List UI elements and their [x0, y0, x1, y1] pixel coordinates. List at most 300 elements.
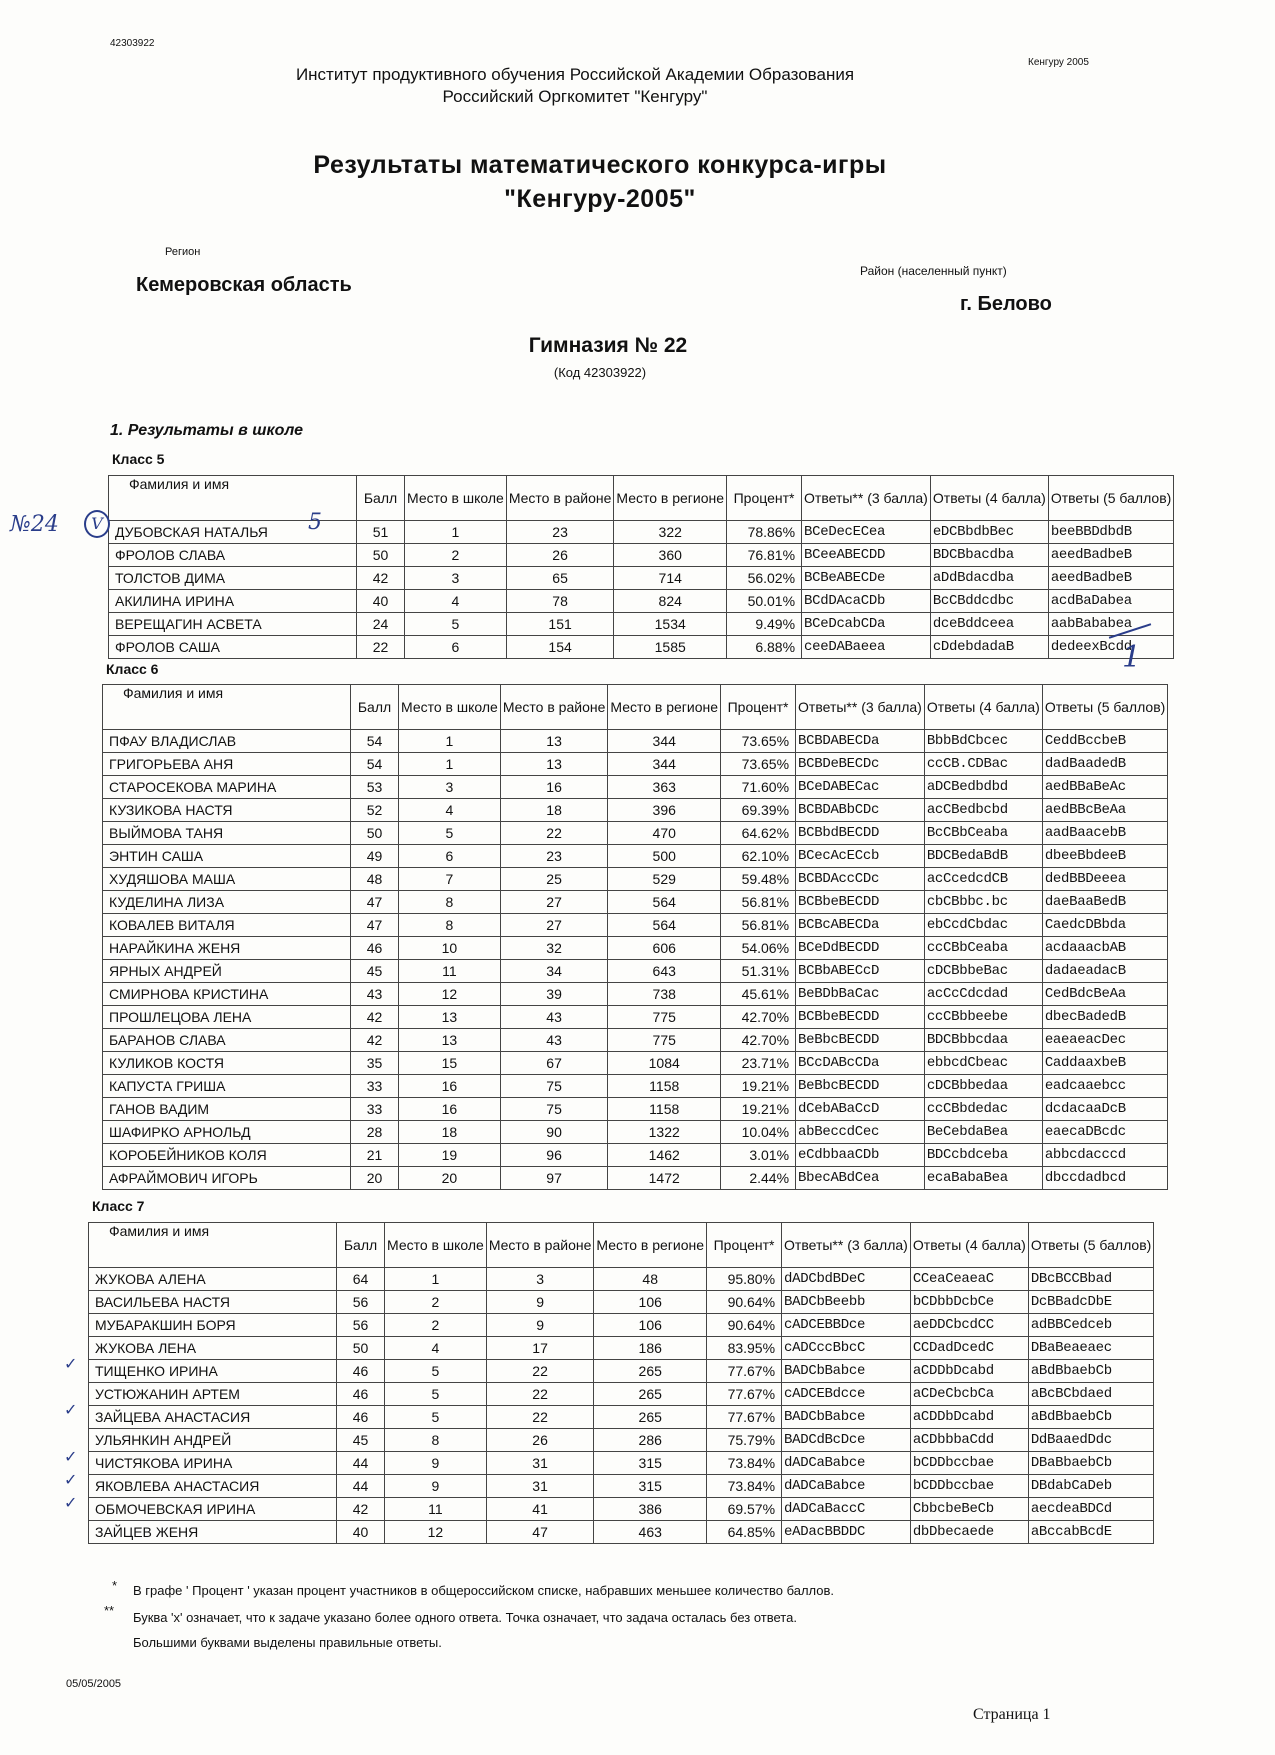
cell-ans4: bCDbbDcbCe [910, 1291, 1028, 1314]
cell-ans3: BeBbcBECDD [796, 1075, 925, 1098]
cell-ans4: acCBedbcbd [924, 799, 1042, 822]
cell-score: 21 [351, 1144, 399, 1167]
cell-percent: 56.81% [721, 914, 796, 937]
table-row [109, 613, 1174, 636]
cell-ans3: cADCccBbcC [782, 1337, 911, 1360]
cell-percent: 51.31% [721, 960, 796, 983]
cell-place-region: 1084 [608, 1052, 721, 1075]
cell-ans5: aadBaacebB [1042, 822, 1167, 845]
cell-score: 28 [351, 1121, 399, 1144]
cell-name: ЧИСТЯКОВА ИРИНА [89, 1452, 337, 1475]
column-header: Место в регионе [594, 1223, 707, 1268]
cell-ans4: aCDbbbaCdd [910, 1429, 1028, 1452]
region-label: Регион [165, 246, 201, 258]
cell-score: 33 [351, 1075, 399, 1098]
cell-ans3: dADCaBaccC [782, 1498, 911, 1521]
cell-score: 43 [351, 983, 399, 1006]
table-row [89, 1406, 1154, 1429]
column-header: Ответы** (3 балла) [802, 476, 931, 521]
cell-name: ХУДЯШОВА МАША [103, 868, 351, 891]
class-label: Класс 5 [112, 451, 165, 467]
handwritten-circle-mark: V [84, 510, 110, 538]
table-row [103, 937, 1168, 960]
cell-ans4: BcCBddcdbc [930, 590, 1048, 613]
cell-ans4: ccCBbCeaba [924, 937, 1042, 960]
table-row [89, 1360, 1154, 1383]
cell-place-school: 2 [405, 544, 507, 567]
cell-percent: 90.64% [707, 1291, 782, 1314]
cell-ans5: CaddaaxbeB [1042, 1052, 1167, 1075]
cell-percent: 3.01% [721, 1144, 796, 1167]
cell-place-region: 315 [594, 1475, 707, 1498]
cell-place-school: 13 [399, 1029, 501, 1052]
column-header: Процент* [727, 476, 802, 521]
cell-percent: 78.86% [727, 521, 802, 544]
cell-ans4: BDCBbbcdaa [924, 1029, 1042, 1052]
cell-percent: 77.67% [707, 1383, 782, 1406]
cell-name: ЗАЙЦЕВ ЖЕНЯ [89, 1521, 337, 1544]
page-number: Страница 1 [973, 1706, 1051, 1723]
table-row [103, 1144, 1168, 1167]
cell-place-district: 13 [500, 730, 608, 753]
cell-place-school: 8 [399, 891, 501, 914]
cell-ans4: ccCBbdedac [924, 1098, 1042, 1121]
institute-line-2: Российский Оргкомитет "Кенгуру" [442, 87, 708, 106]
cell-place-school: 2 [385, 1314, 487, 1337]
cell-place-school: 11 [399, 960, 501, 983]
table-row [103, 1075, 1168, 1098]
cell-percent: 45.61% [721, 983, 796, 1006]
cell-score: 40 [357, 590, 405, 613]
column-header: Место в районе [500, 685, 608, 730]
cell-place-district: 23 [500, 845, 608, 868]
table-row [103, 845, 1168, 868]
cell-ans5: eaecaDBcdc [1042, 1121, 1167, 1144]
cell-place-school: 7 [399, 868, 501, 891]
cell-place-school: 10 [399, 937, 501, 960]
cell-place-district: 75 [500, 1075, 608, 1098]
cell-place-region: 48 [594, 1268, 707, 1291]
cell-name: КОВАЛЕВ ВИТАЛЯ [103, 914, 351, 937]
table-row [109, 590, 1174, 613]
cell-ans3: BCeDABECac [796, 776, 925, 799]
cell-place-region: 463 [594, 1521, 707, 1544]
table-row [89, 1314, 1154, 1337]
cell-ans3: BCBDAccCDc [796, 868, 925, 891]
cell-ans4: acCcCdcdad [924, 983, 1042, 1006]
cell-place-school: 6 [405, 636, 507, 659]
handwritten-score-mark: 5 [308, 510, 322, 535]
cell-place-region: 738 [608, 983, 721, 1006]
table-row [103, 1052, 1168, 1075]
cell-ans4: BDCBbacdba [930, 544, 1048, 567]
cell-percent: 62.10% [721, 845, 796, 868]
cell-name: ГАНОВ ВАДИМ [103, 1098, 351, 1121]
cell-place-region: 775 [608, 1006, 721, 1029]
cell-score: 46 [337, 1383, 385, 1406]
cell-ans4: cDdebdadaB [930, 636, 1048, 659]
cell-place-school: 5 [385, 1360, 487, 1383]
cell-percent: 42.70% [721, 1006, 796, 1029]
cell-name: ЗАЙЦЕВА АНАСТАСИЯ [89, 1406, 337, 1429]
cell-ans3: BCBeABECDe [802, 567, 931, 590]
cell-ans4: dceBddceea [930, 613, 1048, 636]
column-header: Процент* [707, 1223, 782, 1268]
table-row [89, 1383, 1154, 1406]
table-row [103, 799, 1168, 822]
cell-ans3: eCdbbaaCDb [796, 1144, 925, 1167]
cell-score: 42 [357, 567, 405, 590]
cell-place-district: 27 [500, 914, 608, 937]
column-header: Ответы (4 балла) [930, 476, 1048, 521]
cell-percent: 56.02% [727, 567, 802, 590]
cell-ans5: DBcBCCBbad [1028, 1268, 1153, 1291]
cell-name: КАПУСТА ГРИША [103, 1075, 351, 1098]
cell-ans5: aBccabBcdE [1028, 1521, 1153, 1544]
cell-place-school: 2 [385, 1291, 487, 1314]
cell-place-district: 43 [500, 1006, 608, 1029]
cell-ans3: BCeDdBECDD [796, 937, 925, 960]
cell-place-school: 4 [385, 1337, 487, 1360]
column-header: Фамилия и имя [103, 685, 351, 730]
cell-ans5: aeedBadbeB [1048, 544, 1173, 567]
cell-ans5: adBBCedceb [1028, 1314, 1153, 1337]
table-row [89, 1291, 1154, 1314]
cell-percent: 59.48% [721, 868, 796, 891]
table-row [109, 636, 1174, 659]
cell-name: ДУБОВСКАЯ НАТАЛЬЯ [109, 521, 357, 544]
column-header: Ответы (5 баллов) [1048, 476, 1173, 521]
check-mark-icon: ✓ [64, 1472, 78, 1489]
cell-place-district: 67 [500, 1052, 608, 1075]
table-row [103, 822, 1168, 845]
table-header-row [109, 476, 1174, 521]
cell-ans5: dedeexBcdd [1048, 636, 1173, 659]
check-mark-icon: ✓ [64, 1495, 78, 1512]
cell-ans4: aCDDbDcabd [910, 1406, 1028, 1429]
cell-score: 53 [351, 776, 399, 799]
cell-place-district: 31 [486, 1475, 594, 1498]
table-row [103, 914, 1168, 937]
cell-ans4: CCDadDcedC [910, 1337, 1028, 1360]
cell-percent: 54.06% [721, 937, 796, 960]
cell-ans3: BADCdBcDce [782, 1429, 911, 1452]
cell-percent: 73.65% [721, 753, 796, 776]
cell-name: ЯКОВЛЕВА АНАСТАСИЯ [89, 1475, 337, 1498]
cell-percent: 19.21% [721, 1098, 796, 1121]
cell-ans3: BCBbABECcD [796, 960, 925, 983]
cell-name: ВЫЙМОВА ТАНЯ [103, 822, 351, 845]
column-header: Место в регионе [614, 476, 727, 521]
cell-place-district: 16 [500, 776, 608, 799]
cell-place-region: 315 [594, 1452, 707, 1475]
cell-place-school: 5 [385, 1406, 487, 1429]
cell-place-district: 18 [500, 799, 608, 822]
cell-ans5: DBaBbaebCb [1028, 1452, 1153, 1475]
cell-name: НАРАЙКИНА ЖЕНЯ [103, 937, 351, 960]
cell-place-school: 16 [399, 1098, 501, 1121]
table-row [89, 1268, 1154, 1291]
cell-name: УЛЬЯНКИН АНДРЕЙ [89, 1429, 337, 1452]
cell-place-region: 265 [594, 1360, 707, 1383]
cell-ans3: BCBbdBECDD [796, 822, 925, 845]
cell-score: 50 [337, 1337, 385, 1360]
cell-ans4: acCcedcdCB [924, 868, 1042, 891]
cell-name: ПФАУ ВЛАДИСЛАВ [103, 730, 351, 753]
table-row [103, 1029, 1168, 1052]
cell-ans3: BCBDABbCDc [796, 799, 925, 822]
cell-place-region: 606 [608, 937, 721, 960]
handwritten-right-mark: 1 [1122, 640, 1142, 675]
cell-ans5: DdBaaedDdc [1028, 1429, 1153, 1452]
cell-name: ТИЩЕНКО ИРИНА [89, 1360, 337, 1383]
cell-place-school: 9 [385, 1475, 487, 1498]
cell-place-region: 286 [594, 1429, 707, 1452]
cell-ans4: aCDeCbcbCa [910, 1383, 1028, 1406]
cell-place-district: 9 [486, 1291, 594, 1314]
cell-place-region: 1462 [608, 1144, 721, 1167]
cell-place-district: 22 [486, 1406, 594, 1429]
table-row [89, 1498, 1154, 1521]
cell-ans3: abBeccdCec [796, 1121, 925, 1144]
cell-score: 50 [357, 544, 405, 567]
table-row [103, 1098, 1168, 1121]
title-line-2: "Кенгуру-2005" [504, 185, 696, 213]
cell-place-region: 396 [608, 799, 721, 822]
cell-name: КУЗИКОВА НАСТЯ [103, 799, 351, 822]
cell-place-region: 1158 [608, 1075, 721, 1098]
cell-name: АКИЛИНА ИРИНА [109, 590, 357, 613]
cell-percent: 23.71% [721, 1052, 796, 1075]
cell-place-region: 529 [608, 868, 721, 891]
cell-percent: 73.84% [707, 1452, 782, 1475]
column-header: Место в школе [405, 476, 507, 521]
cell-place-district: 27 [500, 891, 608, 914]
cell-place-school: 6 [399, 845, 501, 868]
cell-ans4: cDCBbbeBac [924, 960, 1042, 983]
cell-ans5: aecdeaBDCd [1028, 1498, 1153, 1521]
cell-ans4: BDCBedaBdB [924, 845, 1042, 868]
cell-place-district: 97 [500, 1167, 608, 1190]
cell-place-region: 470 [608, 822, 721, 845]
cell-percent: 77.67% [707, 1360, 782, 1383]
cell-place-district: 154 [506, 636, 614, 659]
contest-year-tag: Кенгуру 2005 [1028, 57, 1089, 68]
cell-name: ШАФИРКО АРНОЛЬД [103, 1121, 351, 1144]
cell-place-region: 564 [608, 891, 721, 914]
cell-percent: 6.88% [727, 636, 802, 659]
cell-score: 35 [351, 1052, 399, 1075]
cell-ans4: BeCebdaBea [924, 1121, 1042, 1144]
table-row [103, 1167, 1168, 1190]
cell-place-district: 32 [500, 937, 608, 960]
cell-ans4: ccCB.CDBac [924, 753, 1042, 776]
class-label: Класс 7 [92, 1198, 145, 1214]
cell-place-school: 11 [385, 1498, 487, 1521]
column-header: Фамилия и имя [109, 476, 357, 521]
cell-place-school: 20 [399, 1167, 501, 1190]
cell-percent: 69.57% [707, 1498, 782, 1521]
cell-place-school: 1 [399, 753, 501, 776]
cell-ans5: CedBdcBeAa [1042, 983, 1167, 1006]
cell-score: 33 [351, 1098, 399, 1121]
district-value: г. Белово [960, 293, 1052, 315]
cell-place-district: 17 [486, 1337, 594, 1360]
cell-score: 24 [357, 613, 405, 636]
cell-ans5: aedBBaBeAc [1042, 776, 1167, 799]
cell-name: БАРАНОВ СЛАВА [103, 1029, 351, 1052]
cell-ans5: eadcaaebcc [1042, 1075, 1167, 1098]
cell-place-school: 12 [399, 983, 501, 1006]
cell-score: 64 [337, 1268, 385, 1291]
cell-place-region: 643 [608, 960, 721, 983]
cell-place-region: 106 [594, 1314, 707, 1337]
cell-score: 40 [337, 1521, 385, 1544]
cell-place-school: 1 [399, 730, 501, 753]
table-row [89, 1337, 1154, 1360]
cell-ans4: bCDDbccbae [910, 1475, 1028, 1498]
cell-ans5: DcBBadcDbE [1028, 1291, 1153, 1314]
cell-ans5: dadaeadacB [1042, 960, 1167, 983]
column-header: Ответы** (3 балла) [796, 685, 925, 730]
cell-place-district: 96 [500, 1144, 608, 1167]
table-row [89, 1452, 1154, 1475]
cell-ans3: BCeDecECea [802, 521, 931, 544]
cell-ans4: aCDDbDcabd [910, 1360, 1028, 1383]
institute-header [0, 64, 1150, 108]
cell-ans5: DBdabCaDeb [1028, 1475, 1153, 1498]
column-header: Ответы** (3 балла) [782, 1223, 911, 1268]
column-header: Балл [357, 476, 405, 521]
cell-percent: 90.64% [707, 1314, 782, 1337]
cell-ans4: aDCBedbdbd [924, 776, 1042, 799]
cell-name: ФРОЛОВ СЛАВА [109, 544, 357, 567]
cell-place-region: 186 [594, 1337, 707, 1360]
table-row [103, 776, 1168, 799]
cell-ans4: dbDbecaede [910, 1521, 1028, 1544]
cell-ans4: ecaBabaBea [924, 1167, 1042, 1190]
cell-score: 54 [351, 753, 399, 776]
cell-place-district: 47 [486, 1521, 594, 1544]
table-row [103, 1121, 1168, 1144]
column-header: Процент* [721, 685, 796, 730]
column-header: Место в школе [399, 685, 501, 730]
cell-ans5: dcdacaaDcB [1042, 1098, 1167, 1121]
cell-name: КОРОБЕЙНИКОВ КОЛЯ [103, 1144, 351, 1167]
table-row [103, 983, 1168, 1006]
cell-ans5: aeedBadbeB [1048, 567, 1173, 590]
cell-place-school: 3 [405, 567, 507, 590]
cell-place-district: 78 [506, 590, 614, 613]
cell-percent: 2.44% [721, 1167, 796, 1190]
cell-score: 52 [351, 799, 399, 822]
cell-percent: 77.67% [707, 1406, 782, 1429]
cell-name: ТОЛСТОВ ДИМА [109, 567, 357, 590]
column-header: Место в школе [385, 1223, 487, 1268]
cell-score: 50 [351, 822, 399, 845]
table-row [109, 544, 1174, 567]
cell-ans3: eADacBBDDC [782, 1521, 911, 1544]
handwritten-note-number: №24 [10, 512, 59, 537]
cell-percent: 71.60% [721, 776, 796, 799]
cell-ans3: BCBDeBECDc [796, 753, 925, 776]
check-mark-icon: ✓ [64, 1402, 78, 1419]
cell-percent: 64.62% [721, 822, 796, 845]
cell-ans4: cbCBbbc.bc [924, 891, 1042, 914]
cell-name: КУЛИКОВ КОСТЯ [103, 1052, 351, 1075]
cell-ans5: acdaaacbAB [1042, 937, 1167, 960]
cell-name: КУДЕЛИНА ЛИЗА [103, 891, 351, 914]
cell-place-school: 8 [385, 1429, 487, 1452]
footnote-2a: Буква 'x' означает, что к задаче указано более одного ответа. Точка означает, что задача осталась без ответа. [133, 1610, 797, 1625]
district-label: Район (населенный пункт) [860, 264, 1007, 278]
cell-place-school: 3 [399, 776, 501, 799]
cell-place-region: 775 [608, 1029, 721, 1052]
column-header: Ответы (5 баллов) [1042, 685, 1167, 730]
cell-ans5: beeBBDdbdB [1048, 521, 1173, 544]
cell-place-school: 5 [405, 613, 507, 636]
results-table [88, 1222, 1154, 1544]
document-code: 42303922 [110, 38, 155, 49]
cell-place-region: 265 [594, 1406, 707, 1429]
cell-score: 44 [337, 1475, 385, 1498]
cell-place-region: 322 [614, 521, 727, 544]
cell-ans3: BCBcABECDa [796, 914, 925, 937]
cell-ans5: DBaBeaeaec [1028, 1337, 1153, 1360]
cell-score: 44 [337, 1452, 385, 1475]
table-row [103, 960, 1168, 983]
cell-percent: 64.85% [707, 1521, 782, 1544]
cell-ans3: BCBbeBECDD [796, 1006, 925, 1029]
cell-ans5: abbcdacccd [1042, 1144, 1167, 1167]
cell-ans5: eaeaeacDec [1042, 1029, 1167, 1052]
column-header: Ответы (4 балла) [924, 685, 1042, 730]
cell-ans4: CCeaCeaeaC [910, 1268, 1028, 1291]
cell-name: МУБАРАКШИН БОРЯ [89, 1314, 337, 1337]
cell-place-district: 22 [486, 1360, 594, 1383]
cell-place-region: 714 [614, 567, 727, 590]
cell-ans3: BCeDcabCDa [802, 613, 931, 636]
cell-place-district: 25 [500, 868, 608, 891]
table-row [103, 868, 1168, 891]
table-row [109, 521, 1174, 544]
cell-name: ЯРНЫХ АНДРЕЙ [103, 960, 351, 983]
cell-place-school: 19 [399, 1144, 501, 1167]
cell-score: 56 [337, 1314, 385, 1337]
cell-name: ГРИГОРЬЕВА АНЯ [103, 753, 351, 776]
cell-name: ВЕРЕЩАГИН АСВЕТА [109, 613, 357, 636]
cell-ans3: cADCEBdcce [782, 1383, 911, 1406]
cell-ans4: BbbBdCbcec [924, 730, 1042, 753]
column-header: Место в районе [486, 1223, 594, 1268]
table-header-row [103, 685, 1168, 730]
cell-place-district: 9 [486, 1314, 594, 1337]
cell-place-school: 18 [399, 1121, 501, 1144]
cell-score: 48 [351, 868, 399, 891]
results-table [108, 475, 1174, 659]
cell-place-school: 12 [385, 1521, 487, 1544]
cell-place-district: 31 [486, 1452, 594, 1475]
cell-ans5: aedBBcBeAa [1042, 799, 1167, 822]
column-header: Место в районе [506, 476, 614, 521]
cell-place-district: 43 [500, 1029, 608, 1052]
cell-place-region: 344 [608, 753, 721, 776]
cell-ans4: CbbcbeBeCb [910, 1498, 1028, 1521]
cell-score: 47 [351, 891, 399, 914]
section-title: 1. Результаты в школе [110, 422, 303, 439]
cell-place-region: 564 [608, 914, 721, 937]
cell-ans5: CeddBccbeB [1042, 730, 1167, 753]
